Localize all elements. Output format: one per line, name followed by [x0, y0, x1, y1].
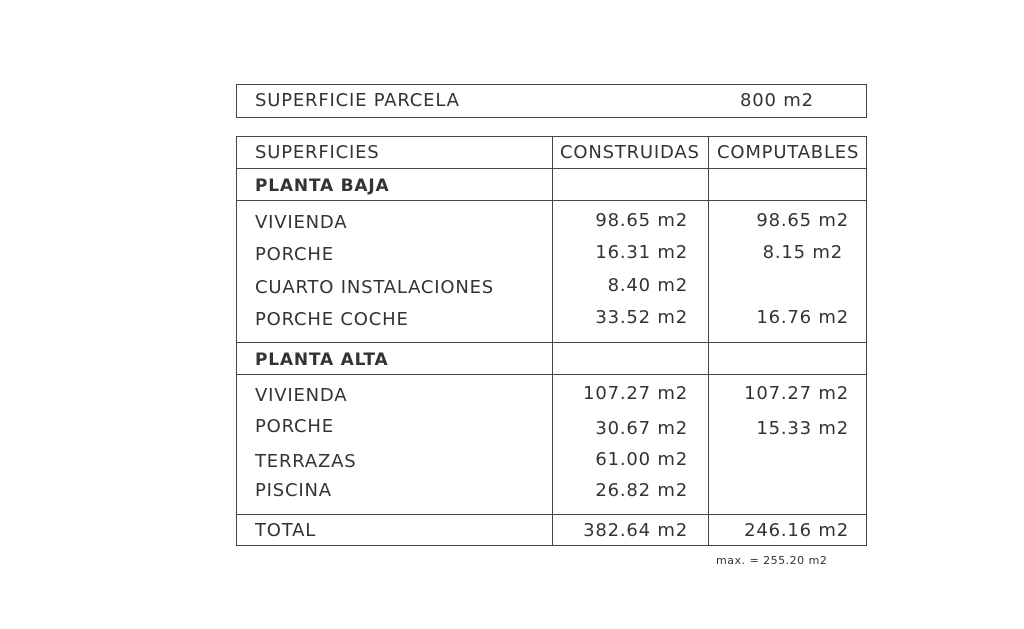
- column-divider-2: [708, 136, 709, 546]
- upper-row-computable: 15.33 m2: [756, 418, 849, 439]
- total-label: TOTAL: [255, 520, 317, 541]
- upper-row-label: VIVIENDA: [255, 385, 348, 406]
- upper-row-computable: 107.27 m2: [744, 383, 849, 404]
- upper-row-built: 107.27 m2: [583, 383, 688, 404]
- header-computables: COMPUTABLES: [717, 142, 860, 163]
- header-construidas: CONSTRUIDAS: [560, 142, 700, 163]
- ground-row-label: PORCHE COCHE: [255, 309, 409, 330]
- upper-floor-title: PLANTA ALTA: [255, 350, 389, 370]
- parcel-value: 800 m2: [740, 90, 814, 111]
- parcel-label: SUPERFICIE PARCELA: [255, 90, 460, 111]
- row-divider-header: [236, 168, 867, 169]
- ground-row-computable: 98.65 m2: [756, 210, 849, 231]
- row-divider-upper-title: [236, 374, 867, 375]
- ground-row-built: 33.52 m2: [595, 307, 688, 328]
- row-divider-ground-title: [236, 200, 867, 201]
- upper-row-label: PORCHE: [255, 416, 334, 437]
- upper-row-built: 61.00 m2: [595, 449, 688, 470]
- ground-row-built: 16.31 m2: [595, 242, 688, 263]
- total-computable: 246.16 m2: [744, 520, 849, 541]
- upper-row-built: 30.67 m2: [595, 418, 688, 439]
- ground-row-computable: 16.76 m2: [756, 307, 849, 328]
- ground-row-label: PORCHE: [255, 244, 334, 265]
- row-divider-upper-start: [236, 342, 867, 343]
- ground-row-label: CUARTO INSTALACIONES: [255, 277, 494, 298]
- total-built: 382.64 m2: [583, 520, 688, 541]
- upper-row-label: PISCINA: [255, 480, 332, 501]
- ground-row-label: VIVIENDA: [255, 212, 348, 233]
- upper-row-label: TERRAZAS: [255, 451, 357, 472]
- ground-row-computable: 8.15 m2: [762, 242, 843, 263]
- header-superficies: SUPERFICIES: [255, 142, 380, 163]
- ground-floor-title: PLANTA BAJA: [255, 176, 390, 196]
- max-note: max. = 255.20 m2: [716, 554, 828, 567]
- ground-row-built: 8.40 m2: [607, 275, 688, 296]
- row-divider-total: [236, 514, 867, 515]
- column-divider-1: [552, 136, 553, 546]
- ground-row-built: 98.65 m2: [595, 210, 688, 231]
- upper-row-built: 26.82 m2: [595, 480, 688, 501]
